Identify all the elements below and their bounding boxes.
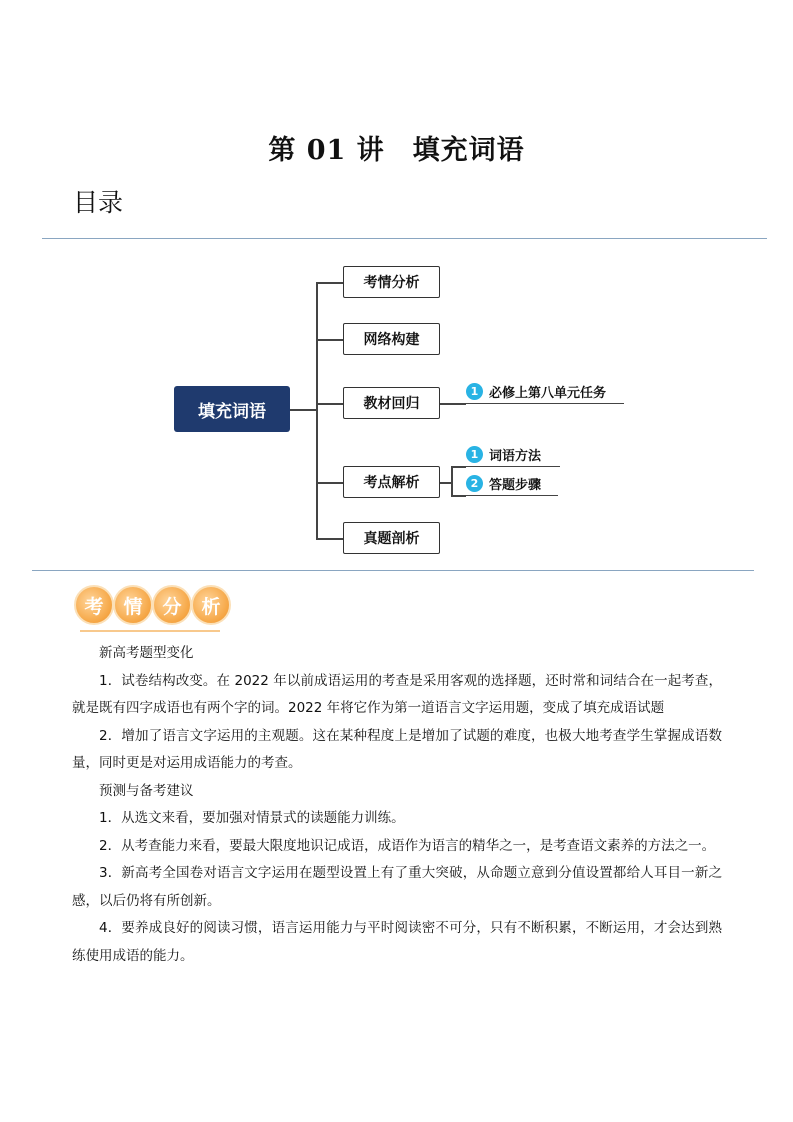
paragraph: 4．要养成良好的阅读习惯，语言运用能力与平时阅读密不可分，只有不断积累，不断运用，才会达到熟练使用成语的能力。 [72, 920, 722, 964]
paragraph: 2．增加了语言文字运用的主观题。这在某种程度上是增加了试题的难度，也极大地考查学生掌握成语数量，同时更是对运用成语能力的考查。 [72, 727, 722, 771]
toc-heading: 目录 [73, 188, 124, 217]
paragraph: 3．新高考全国卷对语言文字运用在题型设置上有了重大突破，从命题立意到分值设置都给人耳目一新之感，以后仍将有所创新。 [72, 865, 722, 909]
subheading: 预测与备考建议 [99, 782, 194, 799]
mindmap-node-exam-points: 考点解析 [343, 466, 440, 498]
leaf-label: 必修上第八单元任务 [489, 386, 607, 401]
mindmap-branch [316, 538, 343, 540]
number-badge: 2 [466, 475, 483, 492]
mindmap-branch [316, 282, 343, 284]
paragraph: 1．从选文来看，要加强对情景式的读题能力训练。 [99, 810, 405, 826]
leaf-label: 词语方法 [489, 449, 542, 464]
analysis-text [72, 640, 722, 970]
mindmap-branch [451, 466, 466, 468]
badge-char: 考 [74, 585, 114, 625]
mindmap-node-network: 网络构建 [343, 323, 440, 355]
number-badge: 1 [466, 446, 483, 463]
mindmap-branch [451, 466, 453, 496]
mindmap-branch [316, 482, 343, 484]
divider-top [42, 238, 767, 239]
mindmap-node-textbook: 教材回归 [343, 387, 440, 419]
paragraph: 2．从考查能力来看，要最大限度地识记成语，成语作为语言的精华之一，是考查语文素养的方法之一。 [99, 837, 716, 854]
mindmap-branch [440, 403, 466, 405]
paragraph: 1．试卷结构改变。在 2022 年以前成语运用的考查是采用客观的选择题，还时常和词结合在一起考查，就是既有四字成语也有两个字的词。2022 年将它作为第一道语言文字运用题，变成了填充成语试题 [72, 672, 722, 716]
mindmap-node-real-questions: 真题剖析 [343, 522, 440, 554]
lesson-title: 第 01 讲 填充词语 [268, 135, 525, 166]
leaf-underline [466, 495, 558, 496]
leaf-underline [466, 403, 624, 404]
badge-char: 情 [113, 585, 153, 625]
leaf-exam-point-1 [466, 445, 541, 464]
mindmap-branch [316, 403, 343, 405]
mindmap-spine [316, 282, 318, 538]
section-badge [74, 585, 230, 625]
mindmap-root: 填充词语 [174, 386, 290, 432]
subheading: 新高考题型变化 [99, 645, 194, 661]
mindmap-connector [290, 409, 317, 411]
badge-char: 析 [191, 585, 231, 625]
leaf-underline [466, 466, 560, 467]
mindmap-branch [316, 339, 343, 341]
number-badge: 1 [466, 383, 483, 400]
badge-underline [80, 630, 220, 632]
badge-char: 分 [152, 585, 192, 625]
mindmap-node-exam-analysis: 考情分析 [343, 266, 440, 298]
mindmap-branch [451, 495, 466, 497]
leaf-label: 答题步骤 [489, 478, 542, 493]
divider-bottom [32, 570, 754, 571]
leaf-textbook-1 [466, 382, 606, 401]
leaf-exam-point-2 [466, 474, 541, 493]
